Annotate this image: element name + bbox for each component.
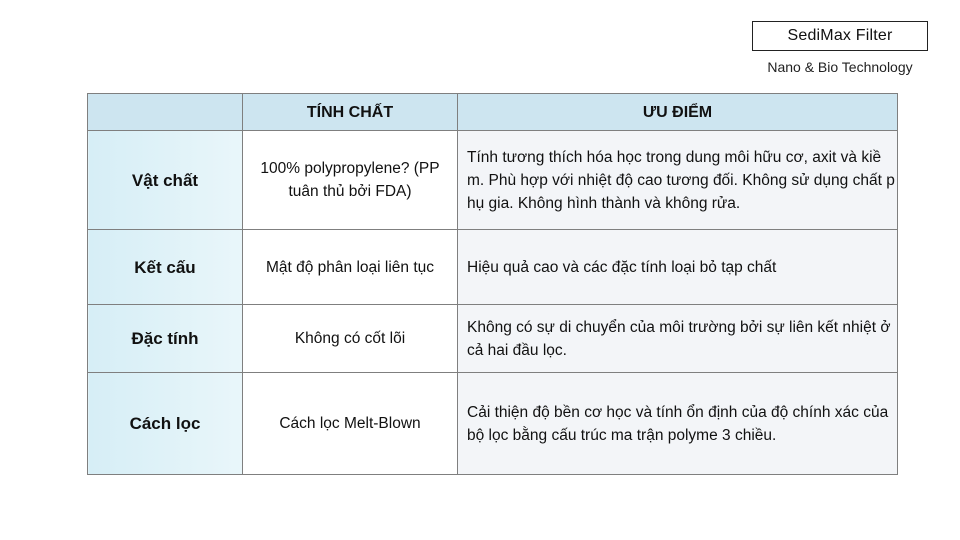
header-corner-cell bbox=[88, 94, 243, 131]
table-row bbox=[88, 230, 898, 305]
advantage-cell: Không có sự di chuyển của môi trường bởi sự liên kết nhiệt ở cả hai đầu lọc. bbox=[458, 305, 898, 373]
row-label-material: Vật chất bbox=[88, 131, 243, 230]
brand-tagline: Nano & Bio Technology bbox=[767, 59, 913, 75]
table-row bbox=[88, 305, 898, 373]
property-cell: Không có cốt lõi bbox=[243, 305, 458, 373]
advantage-cell: Cải thiện độ bền cơ học và tính ổn định của độ chính xác của bộ lọc bằng cấu trúc ma trận polyme 3 chiều. bbox=[458, 373, 898, 475]
property-cell: 100% polypropylene? (PP tuân thủ bởi FDA) bbox=[243, 131, 458, 230]
table-row bbox=[88, 373, 898, 475]
header-advantage: ƯU ĐIỂM bbox=[458, 94, 898, 131]
brand-name: SediMax Filter bbox=[787, 27, 893, 44]
property-cell: Mật độ phân loại liên tục bbox=[243, 230, 458, 305]
spec-table bbox=[87, 93, 898, 475]
table-header-row bbox=[88, 94, 898, 131]
table-row bbox=[88, 131, 898, 230]
header-property: TÍNH CHẤT bbox=[243, 94, 458, 131]
brand-logo-box bbox=[752, 21, 928, 51]
advantage-cell: Tính tương thích hóa học trong dung môi hữu cơ, axit và kiềm. Phù hợp với nhiệt độ cao tương đối. Không sử dụng chất phụ gia. Không hình thành và không rửa. bbox=[458, 131, 898, 230]
row-label-structure: Kết cấu bbox=[88, 230, 243, 305]
property-cell: Cách lọc Melt-Blown bbox=[243, 373, 458, 475]
row-label-characteristic: Đặc tính bbox=[88, 305, 243, 373]
row-label-filter-method: Cách lọc bbox=[88, 373, 243, 475]
advantage-cell: Hiệu quả cao và các đặc tính loại bỏ tạp chất bbox=[458, 230, 898, 305]
